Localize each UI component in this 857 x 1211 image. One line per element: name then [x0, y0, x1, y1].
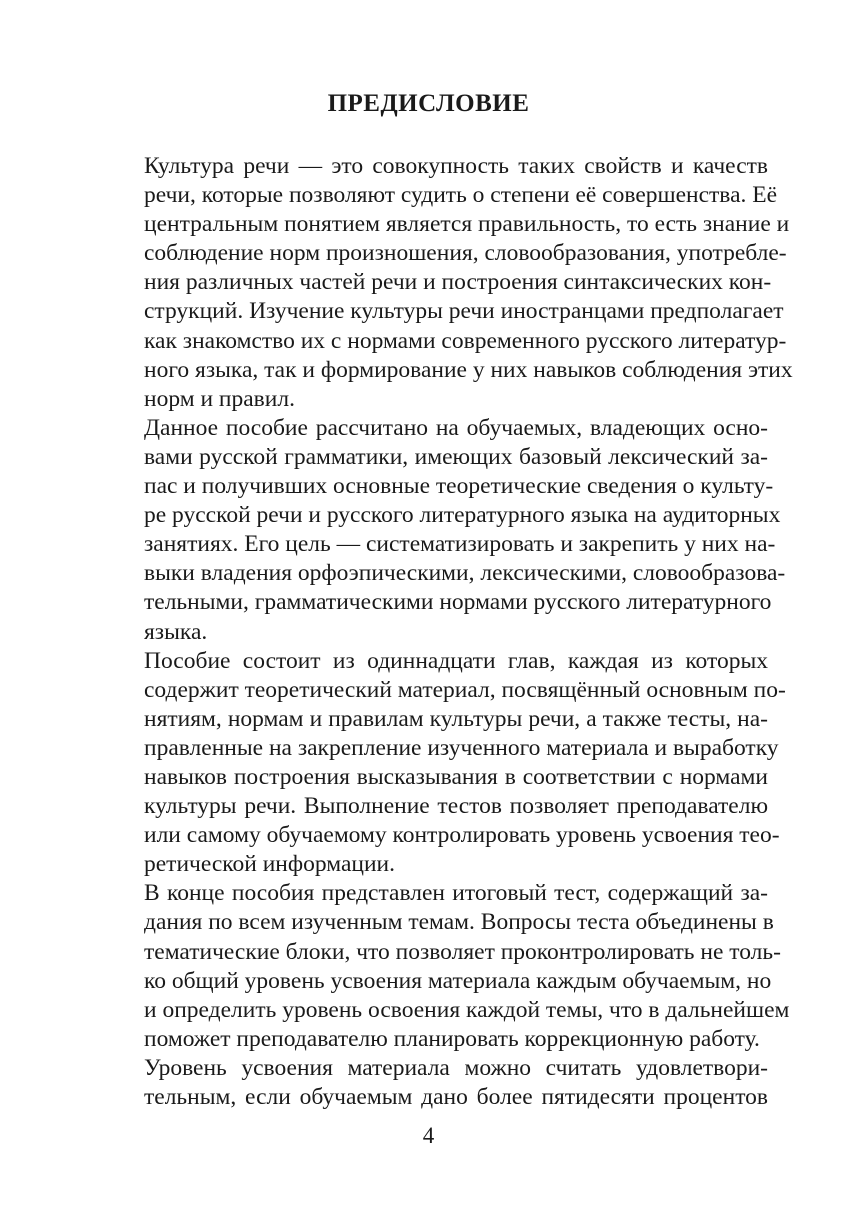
- text-line: речи, которые позволяют судить о степени её совершенства. Её: [144, 182, 778, 209]
- text-line: содержит теоретический материал, посвящённый основным по-: [144, 676, 786, 703]
- paragraph-4: [108, 879, 790, 1054]
- text-line: тельным, если обучаемым дано более пятидесяти процентов: [144, 1084, 768, 1110]
- text-line: ре русской речи и русского литературного языка на аудиторных: [144, 502, 781, 529]
- text-line: Уровень усвоения материала можно считать удовлетвори-: [144, 1054, 768, 1081]
- text-line: струкций. Изучение культуры речи иностранцами предполагает: [144, 298, 784, 325]
- text-line: поможет преподавателю планировать коррекционную работу.: [144, 1025, 760, 1052]
- text-line: культуры речи. Выполнение тестов позволяет преподавателю: [144, 793, 768, 820]
- text-line: вами русской грамматики, имеющих базовый лексический за-: [144, 443, 768, 470]
- paragraph-2: [108, 414, 786, 647]
- paragraph-1: [108, 152, 793, 414]
- text-line: норм и правил.: [144, 385, 295, 412]
- text-line: и определить уровень освоения каждой темы, что в дальнейшем: [144, 996, 790, 1023]
- text-line: или самому обучаемому контролировать уровень усвоения тео-: [144, 822, 780, 849]
- text-line: занятиях. Его цель — систематизировать и закрепить у них на-: [144, 531, 776, 558]
- text-line: навыков построения высказывания в соответствии с нормами: [144, 763, 768, 790]
- text-line: центральным понятием является правильность, то есть знание и: [144, 211, 790, 238]
- text-line: Культура речи — это совокупность таких свойств и качеств: [144, 153, 768, 179]
- text-line: тематические блоки, что позволяет проконтролировать не толь-: [144, 938, 781, 965]
- text-line: пас и получивших основные теоретические сведения о культу-: [144, 473, 774, 500]
- text-line: тельными, грамматическими нормами русского литературного: [144, 589, 772, 616]
- page-title: ПРЕДИСЛОВИЕ: [327, 90, 530, 117]
- text-line: ного языка, так и формирование у них навыков соблюдения этих: [144, 356, 793, 383]
- text-line: Пособие состоит из одиннадцати глав, каждая из которых: [144, 647, 768, 674]
- text-line: ретической информации.: [144, 851, 395, 878]
- text-line: нятиям, нормам и правилам культуры речи, а также тесты, на-: [144, 705, 768, 732]
- text-line: правленные на закрепление изученного материала и выработку: [144, 734, 779, 761]
- text-line: Данное пособие рассчитано на обучаемых, владеющих осно-: [144, 414, 768, 441]
- text-line: В конце пособия представлен итоговый тест, содержащий за-: [144, 880, 768, 907]
- text-line: выки владения орфоэпическими, лексическими, словообразова-: [144, 560, 786, 587]
- text-line: языка.: [144, 618, 208, 645]
- text-line: ко общий уровень усвоения материала каждым обучаемым, но: [144, 967, 772, 994]
- paragraph-5: [108, 1054, 768, 1112]
- text-line: как знакомство их с нормами современного русского литератур-: [144, 327, 787, 354]
- paragraph-3: [108, 647, 786, 880]
- text-line: дания по всем изученным темам. Вопросы теста объединены в: [144, 909, 774, 936]
- text-line: соблюдение норм произношения, словообразования, употребле-: [144, 240, 787, 267]
- text-line: ния различных частей речи и построения синтаксических кон-: [144, 269, 772, 296]
- body-text: [108, 152, 793, 1112]
- page-number: 4: [422, 1123, 435, 1148]
